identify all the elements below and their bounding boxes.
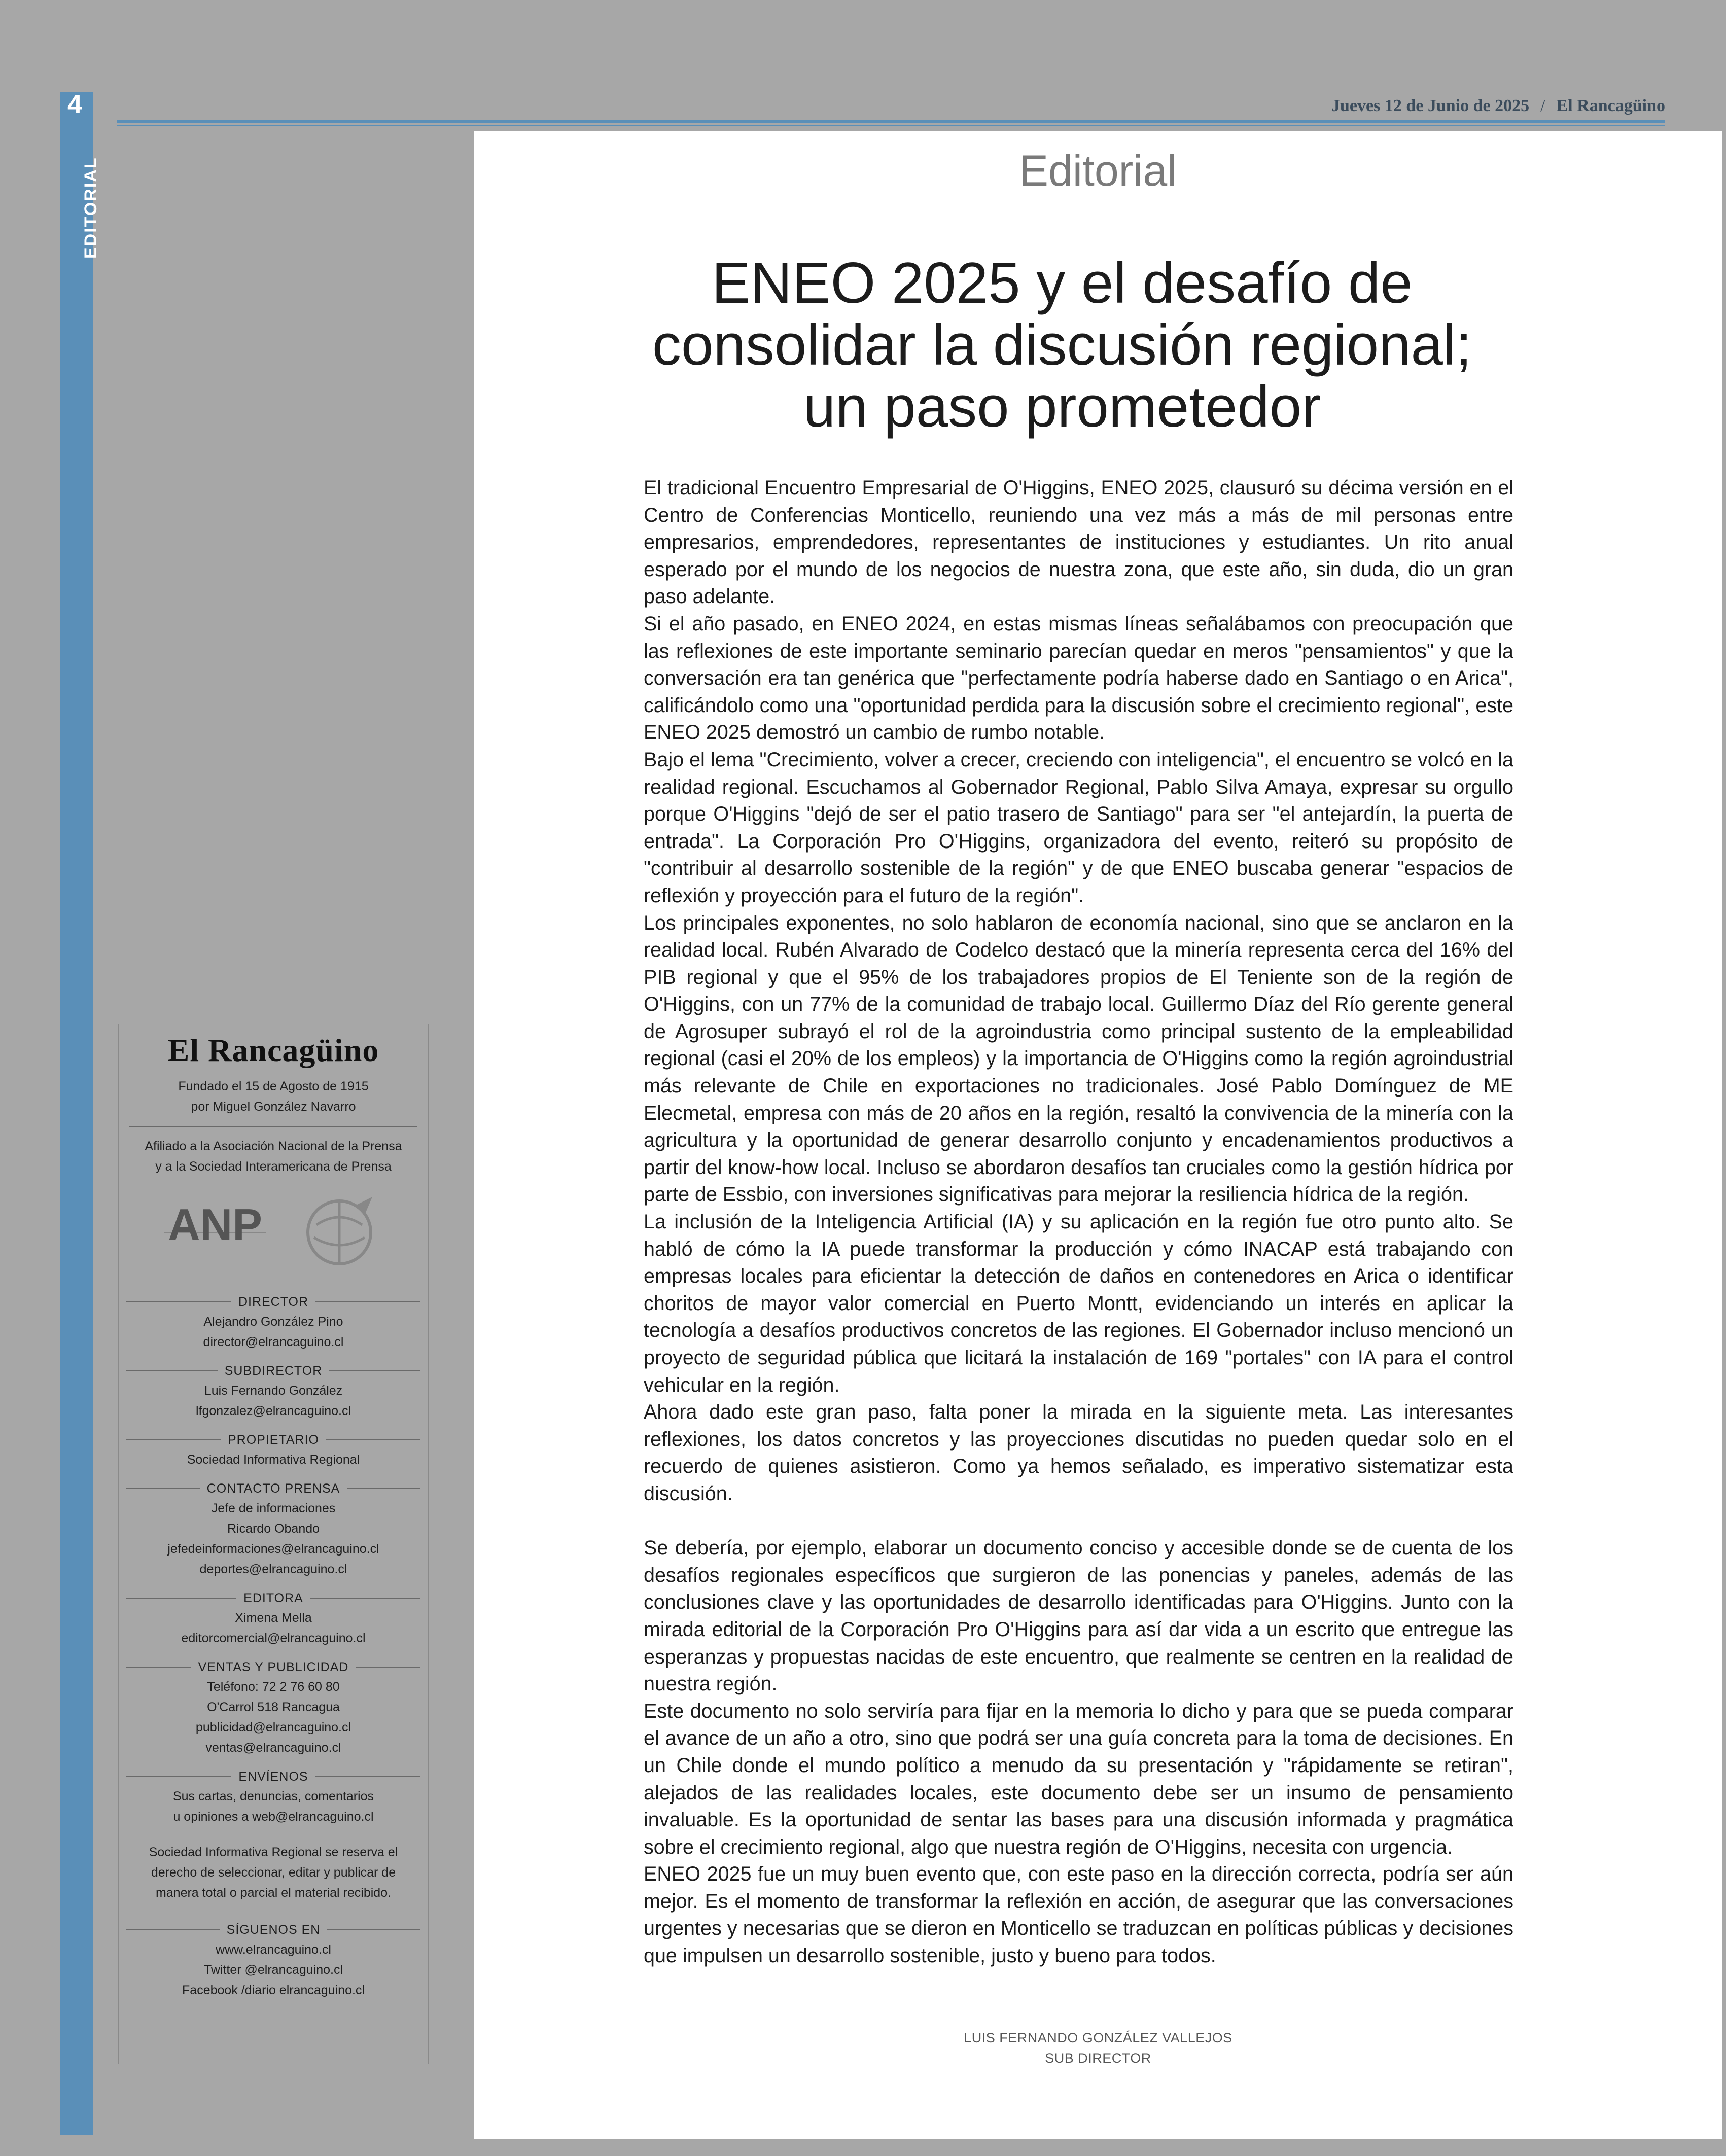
- page-number-tab: [60, 92, 93, 2135]
- follow-heading: SÍGUENOS EN: [119, 1920, 428, 1939]
- headline-line: ENEO 2025 y el desafío de: [712, 251, 1413, 315]
- masthead-brand: El Rancagüino: [167, 1032, 379, 1068]
- sales-email: ventas@elrancaguino.cl: [205, 1741, 341, 1755]
- article-paragraph: Este documento no solo serviría para fijar en la memoria lo dicho y para que se pueda comparar el avance de un año a otro, sino que podrá ser una guía concreta para la toma de decisiones. En un Chile donde el mundo político a menudo da su presentación y "rápidamente se retiran", alejados de las realidades locales, este documento debe ser un insumo de pensamiento invaluable. Es la oportunidad de sentar las bases para una discusión informada y pragmática sobre el crecimiento regional, algo que nuestra región de O'Higgins, necesita con urgencia.: [644, 1700, 1513, 1858]
- sports-email: deportes@elrancaguino.cl: [199, 1562, 347, 1576]
- header-rule: [117, 120, 1665, 123]
- sales-address: O'Carrol 518 Rancagua: [207, 1700, 340, 1714]
- header-rule-thin: [117, 125, 1665, 126]
- advertising-email: publicidad@elrancaguino.cl: [195, 1720, 351, 1735]
- editor-heading: EDITORA: [119, 1588, 428, 1608]
- subdirector-name: Luis Fernando González: [204, 1384, 343, 1398]
- article-paragraph: Se debería, por ejemplo, elaborar un documento conciso y accesible donde se de cuenta de los desafíos regionales específicos que surgieron de las ponencias y paneles, además de las conclusiones clave y las oportunidades de desarrollo identificadas para O'Higgins. Junto con la mirada editorial de la Corporación Pro O'Higgins para así dar vida a un escrito que entregue las esperanzas y propuestas nacidas de este encuentro, que realmente se centren en la realidad de nuestra región.: [644, 1537, 1513, 1695]
- headline-line: consolidar la discusión regional;: [652, 313, 1472, 377]
- disclaimer-line: derecho de seleccionar, editar y publicar de: [151, 1865, 396, 1880]
- press-contact-heading: CONTACTO PRENSA: [119, 1479, 428, 1498]
- anp-logo-icon: [164, 1192, 266, 1273]
- article-signature: [474, 2028, 1722, 2068]
- article-paragraph: Bajo el lema "Crecimiento, volver a crecer, creciendo con inteligencia", el encuentro se volcó en la realidad regional. Escuchamos al Gobernador Regional, Pablo Silva Amaya, expresar su orgullo porque O'Higgins "dejó de ser el patio trasero de Santiago" para ser "el antejardín, la puerta de entrada". La Corporación Pro O'Higgins, organizadora del evento, reiteró su propósito de "contribuir al desarrollo sostenible de la región" y de que ENEO buscaba generar "espacios de reflexión y proyección para el futuro de la región".: [644, 748, 1513, 907]
- director-email: director@elrancaguino.cl: [203, 1335, 344, 1349]
- page-number: 4: [67, 90, 82, 119]
- disclaimer-line: manera total o parcial el material recibido.: [155, 1886, 392, 1900]
- owner-name: Sociedad Informativa Regional: [187, 1453, 360, 1467]
- headline-line: un paso prometedor: [803, 375, 1321, 439]
- header-separator: /: [1540, 96, 1545, 115]
- issue-date: Jueves 12 de Junio de 2025: [1331, 96, 1530, 115]
- article-paragraph: Los principales exponentes, no solo hablaron de economía nacional, sino que se anclaron en la realidad local. Rubén Alvarado de Codelco destacó que la minería representa cerca del 16% del PIB regional y que el 95% de los trabajadores propios de El Teniente son de la región de O'Higgins, con un 77% de la comunidad de trabajo local. Guillermo Díaz del Río gerente general de Agrosuper subrayó el rol de la agroindustria como principal sustento de la empleabilidad regional (casi el 20% de los empleos) y la importancia de O'Higgins como la región agroindustrial más relevante de Chile en exportaciones no tradicionales. José Pablo Domínguez de ME Elecmetal, empresa con más de 20 años en la región, resaltó la convivencia de la minería con la agricultura y la oportunidad de generar desarrollo conjunto y encadenamientos productivos a partir del know-how local. Incluso se abordaron desafíos tan cruciales como la gestión hídrica por parte de Essbio, con inversiones significativas para mejorar la resiliencia hídrica de la región.: [644, 911, 1513, 1206]
- sales-phone: Teléfono: 72 2 76 60 80: [207, 1680, 340, 1694]
- subdirector-heading: SUBDIRECTOR: [119, 1361, 428, 1381]
- press-email: jefedeinformaciones@elrancaguino.cl: [167, 1542, 379, 1556]
- press-name: Ricardo Obando: [227, 1522, 320, 1536]
- article-paragraph: ENEO 2025 fue un muy buen evento que, con este paso en la dirección correcta, podría ser aún mejor. Es el momento de transformar la reflexión en acción, de asegurar que las conversaciones urgentes y necesarias que se dieron en Monticello se traduzcan en políticas públicas y decisiones que impulsen un desarrollo sostenible, justo y bueno para todos.: [644, 1863, 1513, 1967]
- publication-name: El Rancagüino: [1556, 96, 1665, 115]
- article-paragraph: El tradicional Encuentro Empresarial de O'Higgins, ENEO 2025, clausuró su décima versión en el Centro de Conferencias Monticello, reuniendo una vez más a más de mil personas entre empresarios, emprendedores, representantes de instituciones y estudiantes. Un rito anual esperado por el mundo de los negocios de nuestra zona, que este año, sin duda, dio un gran paso adelante.: [644, 477, 1513, 608]
- article-panel: [474, 131, 1722, 2139]
- director-name: Alejandro González Pino: [203, 1315, 343, 1329]
- sales-heading: VENTAS Y PUBLICIDAD: [119, 1657, 428, 1677]
- article-body: [644, 475, 1513, 1970]
- anp-logo-text: ANP: [168, 1199, 262, 1250]
- editor-name: Ximena Mella: [235, 1611, 312, 1625]
- disclaimer-line: Sociedad Informativa Regional se reserva el: [149, 1845, 398, 1859]
- send-line: u opiniones a web@elrancaguino.cl: [173, 1810, 374, 1824]
- masthead-box: [118, 1024, 429, 2064]
- director-heading: DIRECTOR: [119, 1292, 428, 1312]
- article-paragraph: La inclusión de la Inteligencia Artificial (IA) y su aplicación en la región fue otro punto alto. Se habló de cómo la IA puede transformar la producción y cómo INACAP está trabajando con empresas locales para eficientar la detección de daños en contenedores en Arica o identificar choritos de mayor valor comercial en Puerto Montt, evidenciando un interés en aplicar la tecnología a desafíos productivos concretos de las regiones. El Gobernador incluso mencionó un proyecto de seguridad pública que licitará la instalación de 169 "portales" con IA para el control vehicular en la región.: [644, 1211, 1513, 1396]
- follow-web: www.elrancaguino.cl: [216, 1942, 331, 1957]
- send-heading: ENVÍENOS: [119, 1767, 428, 1786]
- header-dateline: [1331, 96, 1665, 116]
- affiliation-line: y a la Sociedad Interamericana de Prensa: [155, 1159, 392, 1174]
- article-paragraph: Si el año pasado, en ENEO 2024, en estas mismas líneas señalábamos con preocupación que las reflexiones de este importante seminario parecían quedar en meros "pensamientos" y que la conversación era tan genérica que "perfectamente podría haberse dado en Santiago o en Arica", calificándolo como una "oportunidad perdida para la discusión sobre el crecimiento regional", este ENEO 2025 demostró un cambio de rumbo notable.: [644, 612, 1513, 744]
- article-paragraph: Ahora dado este gran paso, falta poner la mirada en la siguiente meta. Las interesantes reflexiones, los datos concretos y las proyecciones discutidas no pueden quedar solo en el recuerdo de quienes asistieron. Como ya hemos señalado, es imperativo sistematizar esta discusión.: [644, 1401, 1513, 1505]
- owner-heading: PROPIETARIO: [119, 1430, 428, 1450]
- editor-email: editorcomercial@elrancaguino.cl: [181, 1631, 366, 1645]
- section-kicker: Editorial: [1019, 147, 1177, 195]
- press-role: Jefe de informaciones: [211, 1501, 336, 1515]
- author-role: SUB DIRECTOR: [1045, 2051, 1151, 2066]
- follow-twitter: Twitter @elrancaguino.cl: [203, 1963, 343, 1977]
- subdirector-email: lfgonzalez@elrancaguino.cl: [195, 1404, 351, 1418]
- association-logos: [119, 1182, 428, 1283]
- masthead-divider: [129, 1126, 417, 1127]
- sip-globe-logo-icon: [296, 1189, 382, 1276]
- send-line: Sus cartas, denuncias, comentarios: [172, 1789, 374, 1804]
- follow-facebook: Facebook /diario elrancaguino.cl: [182, 1983, 365, 1997]
- article-headline: [555, 253, 1569, 438]
- author-name: LUIS FERNANDO GONZÁLEZ VALLEJOS: [964, 2030, 1232, 2045]
- affiliation-line: Afiliado a la Asociación Nacional de la Prensa: [145, 1139, 402, 1153]
- founded-line: Fundado el 15 de Agosto de 1915: [178, 1079, 369, 1093]
- founder-line: por Miguel González Navarro: [191, 1100, 356, 1114]
- section-label: EDITORIAL: [81, 157, 100, 259]
